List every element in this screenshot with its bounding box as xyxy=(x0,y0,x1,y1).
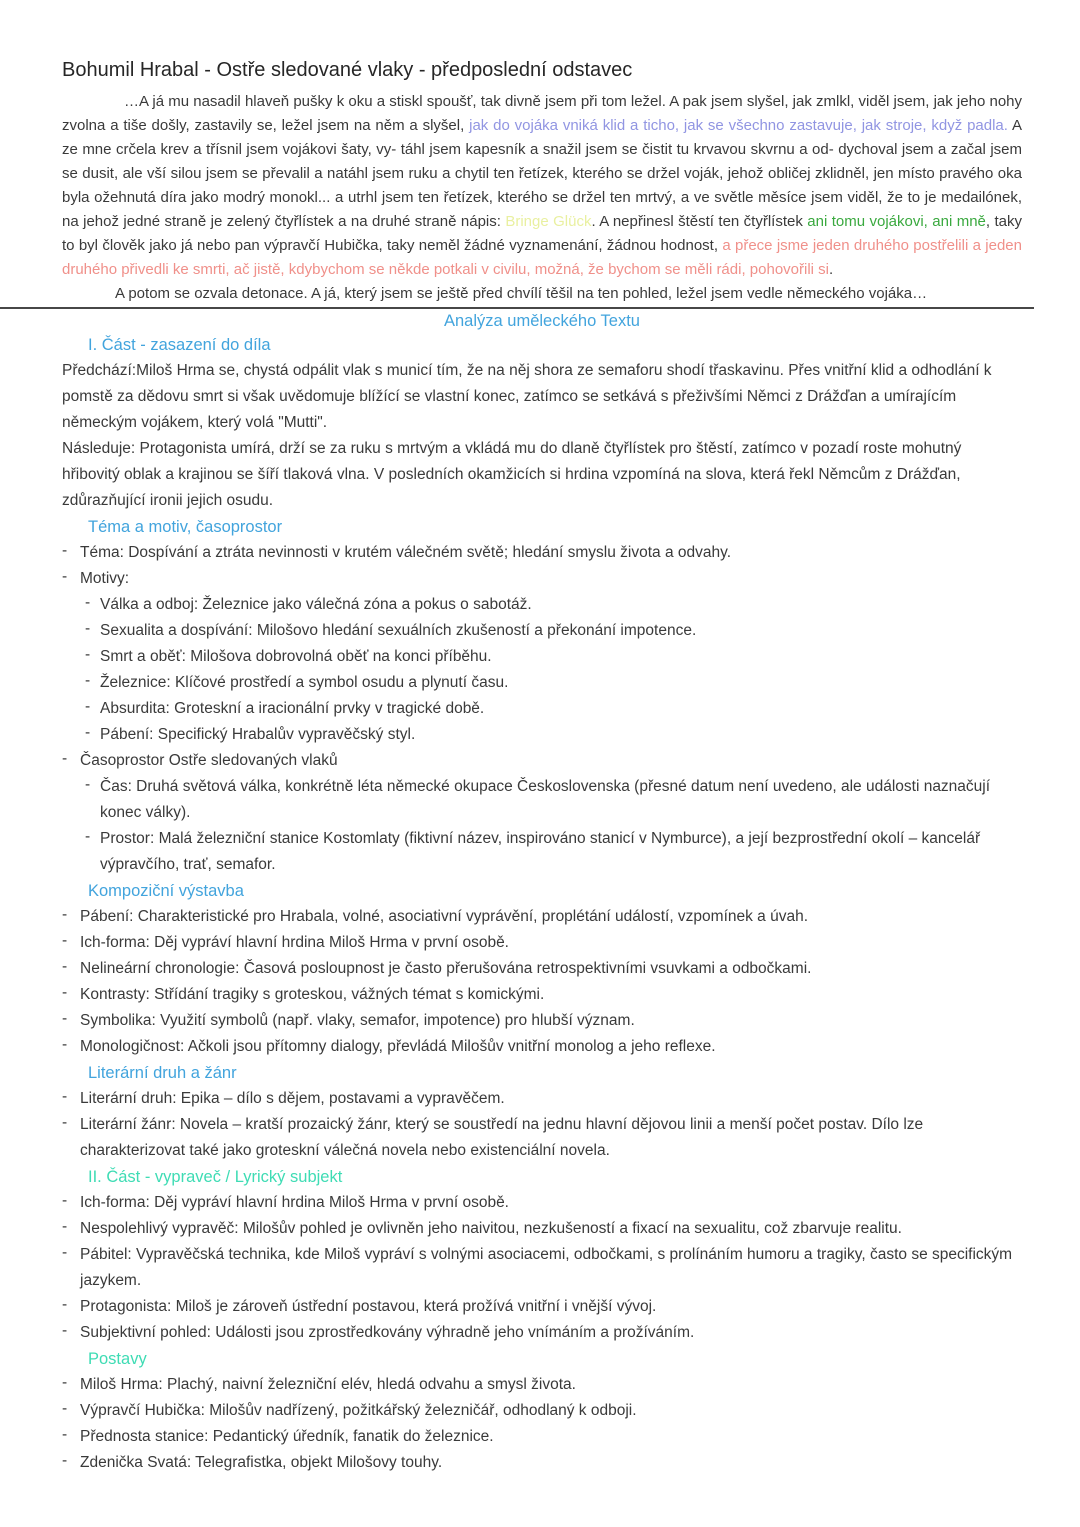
dash-bullet: - xyxy=(62,1374,68,1391)
list-item-text: Smrt a oběť: Milošova dobrovolná oběť na konci příběhu. xyxy=(100,648,492,665)
dash-bullet: - xyxy=(85,828,91,845)
section-heading: I. Část - zasazení do díla xyxy=(88,336,271,354)
excerpt-segment-body: A ze mne crčela krev a třísnil jsem vojákovi šaty, vy- táhl jsem kapesník a snažil jsem se čistit tu krvavou skvrnu a od- dychoval jsem a začal jsem se dusit, ale vší silou jsem se převalil a natáhl jsem ruku a chytil ten řetízek, kterého se držel voják, jehož obličej zklidněl, jen místo pravého oka byla ožehnutá díra jako modrý monokl... a utrhl jsem ten řetízek, kterého se držel ten mrtvý, a ve světle měsíce jsem viděl, že to je medailónek, na jehož jedné straně je zelený čtyřlístek a na druhé straně nápis: xyxy=(62,117,1022,230)
excerpt-segment-periwinkle: jak do vojáka vniká klid a ticho, jak se všechno zastavuje, jak stroje, když padla. xyxy=(469,117,1008,134)
excerpt-segment-body: . A nepřinesl štěstí ten čtyřlístek xyxy=(591,213,808,230)
list-item xyxy=(62,540,1022,566)
list-item-text: Pábení: Specifický Hrabalův vypravěčský styl. xyxy=(100,726,416,743)
list-item-text: Nelineární chronologie: Časová posloupnost je často přerušována retrospektivními vsuvkami a odbočkami. xyxy=(80,960,812,977)
list-item-text: Čas: Druhá světová válka, konkrétně léta německé okupace Československa (přesné datum není uvedeno, ale události naznačují konec války). xyxy=(100,778,991,821)
list-item-text: Subjektivní pohled: Události jsou zprostředkovány výhradně jeho vnímáním a prožíváním. xyxy=(80,1324,695,1341)
dash-bullet: - xyxy=(62,984,68,1001)
list-item xyxy=(62,1008,1022,1034)
list-item-text: Zdenička Svatá: Telegrafistka, objekt Milošovy touhy. xyxy=(80,1454,443,1471)
list-item xyxy=(62,1086,1022,1112)
list-item-text: Pábitel: Vypravěčská technika, kde Miloš vypráví s volnými asociacemi, odbočkami, s prolínáním humoru a tragiky, často se specifickým jazykem. xyxy=(80,1246,1013,1289)
excerpt-segment-body: , taky to byl člověk jako já nebo pan výpravčí Hubička, taky neměl žádné vyznamenání, žádnou hodnost, xyxy=(62,213,1023,254)
section-heading: Analýza uměleckého Textu xyxy=(444,312,640,330)
list-item xyxy=(62,826,1022,878)
list-item xyxy=(62,1242,1022,1294)
dash-bullet: - xyxy=(62,1426,68,1443)
dash-bullet: - xyxy=(62,1114,68,1131)
dash-bullet: - xyxy=(85,594,91,611)
list-item-text: Symbolika: Využití symbolů (např. vlaky, semafor, impotence) pro hlubší význam. xyxy=(80,1012,635,1029)
list-item xyxy=(62,1424,1022,1450)
closing-underlined-line: A potom se ozvala detonace. A já, který jsem se ještě před chvílí těšil na ten pohled, ležel jsem vedle německého vojáka… xyxy=(0,282,1034,309)
analysis-paragraph: Předchází:Miloš Hrma se, chystá odpálit vlak s municí tím, že na něj shora ze semaforu shodí třaskavinu. Přes vnitřní klid a odhodlání k pomstě za dědovu smrt si však uvědomuje blížící se vlastní konec, zatímco se setkává s přeživšími Němci z Drážďan a umírajícím německým vojákem, který volá "Mutti". xyxy=(62,362,992,431)
list-item-text: Téma: Dospívání a ztráta nevinnosti v krutém válečném světě; hledání smyslu života a odvahy. xyxy=(80,544,732,561)
list-item xyxy=(62,722,1022,748)
excerpt-paragraph xyxy=(62,90,1022,282)
excerpt-segment-yellow: Bringe Glück xyxy=(505,213,592,230)
list-item-text: Pábení: Charakteristické pro Hrabala, volné, asociativní vyprávění, proplétání událostí, vzpomínek a úvah. xyxy=(80,908,809,925)
section-heading: II. Část - vypraveč / Lyrický subjekt xyxy=(88,1168,343,1186)
list-item xyxy=(62,956,1022,982)
dash-bullet: - xyxy=(85,698,91,715)
list-item xyxy=(62,644,1022,670)
list-item-text: Železnice: Klíčové prostředí a symbol osudu a plynutí času. xyxy=(100,674,509,691)
dash-bullet: - xyxy=(62,1400,68,1417)
document-title: Bohumil Hrabal - Ostře sledované vlaky - předposlední odstavec xyxy=(62,59,633,81)
bullet-list xyxy=(62,1086,1022,1164)
dash-bullet: - xyxy=(85,620,91,637)
dash-bullet: - xyxy=(62,750,68,767)
dash-bullet: - xyxy=(62,568,68,585)
dash-bullet: - xyxy=(62,932,68,949)
list-item-text: Sexualita a dospívání: Milošovo hledání sexuálních zkušeností a překonání impotence. xyxy=(100,622,697,639)
list-item xyxy=(62,696,1022,722)
dash-bullet: - xyxy=(62,1452,68,1469)
excerpt-segment-body: . xyxy=(829,261,834,278)
dash-bullet: - xyxy=(62,542,68,559)
dash-bullet: - xyxy=(62,1322,68,1339)
list-item xyxy=(62,1294,1022,1320)
list-item-text: Nespolehlivý vypravěč: Milošův pohled je ovlivněn jeho naivitou, nezkušeností a fixací na sexualitu, což zbarvuje realitu. xyxy=(80,1220,902,1237)
excerpt-segment-green: ani tomu vojákovi, ani mně xyxy=(807,213,986,230)
list-item-text: Ich-forma: Děj vypráví hlavní hrdina Miloš Hrma v první osobě. xyxy=(80,1194,509,1211)
dash-bullet: - xyxy=(85,672,91,689)
list-item xyxy=(62,1372,1022,1398)
dash-bullet: - xyxy=(85,646,91,663)
bullet-list xyxy=(62,904,1022,1060)
list-item xyxy=(62,1034,1022,1060)
list-item-text: Přednosta stanice: Pedantický úředník, fanatik do železnice. xyxy=(80,1428,494,1445)
list-item xyxy=(62,592,1022,618)
dash-bullet: - xyxy=(62,1088,68,1105)
list-item-text: Literární žánr: Novela – kratší prozaický žánr, který se soustředí na jednu hlavní dějovou linii a menší počet postav. Dílo lze charakterizovat také jako groteskní válečná novela nebo existenciální novela. xyxy=(80,1116,924,1159)
list-item-text: Motivy: xyxy=(80,570,130,587)
list-item-text: Miloš Hrma: Plachý, naivní železniční elév, hledá odvahu a smysl života. xyxy=(80,1376,576,1393)
list-item xyxy=(62,982,1022,1008)
list-item xyxy=(62,1190,1022,1216)
list-item-text: Výpravčí Hubička: Milošův nadřízený, požitkářský železničář, odhodlaný k odboji. xyxy=(80,1402,637,1419)
list-item-text: Protagonista: Miloš je zároveň ústřední postavou, která prožívá vnitřní i vnější vývoj. xyxy=(80,1298,657,1315)
dash-bullet: - xyxy=(62,1010,68,1027)
list-item xyxy=(62,1450,1022,1476)
list-item-text: Absurdita: Groteskní a iracionální prvky v tragické době. xyxy=(100,700,485,717)
excerpt-segment-salmon: a přece jsme jeden druhého postřelili a jeden druhého přivedli ke smrti, ač jistě, kdybychom se někde potkali v civilu, možná, že bychom se měli rádi, pohovořili si xyxy=(62,237,1022,278)
dash-bullet: - xyxy=(85,724,91,741)
list-item xyxy=(62,566,1022,592)
section-heading: Postavy xyxy=(88,1350,147,1368)
section-heading: Literární druh a žánr xyxy=(88,1064,237,1082)
dash-bullet: - xyxy=(62,1296,68,1313)
list-item-text: Válka a odboj: Železnice jako válečná zóna a pokus o sabotáž. xyxy=(100,596,532,613)
dash-bullet: - xyxy=(62,1218,68,1235)
list-item xyxy=(62,748,1022,774)
dash-bullet: - xyxy=(62,958,68,975)
dash-bullet: - xyxy=(62,906,68,923)
dash-bullet: - xyxy=(62,1192,68,1209)
section-heading: Téma a motiv, časoprostor xyxy=(88,518,283,536)
list-item xyxy=(62,1320,1022,1346)
list-item xyxy=(62,1216,1022,1242)
list-item xyxy=(62,904,1022,930)
list-item xyxy=(62,774,1022,826)
list-item xyxy=(62,930,1022,956)
bullet-list xyxy=(62,540,1022,878)
analysis-paragraph: Následuje: Protagonista umírá, drží se za ruku s mrtvým a vkládá mu do dlaně čtyřlístek pro štěstí, zatímco v pozadí roste mohutný hřibovitý oblak a krajinou se šíří tlaková vlna. V posledních okamžicích si hrdina vzpomíná na slova, která řekl Němcům z Drážďan, zdůrazňující ironii jejich osudu. xyxy=(62,440,962,509)
excerpt-segment-body: …A já mu nasadil hlaveň pušky k oku a stiskl spoušť, tak divně jsem při tom ležel. A pak jsem slyšel, jak zmlkl, viděl jsem, jak jeho nohy zvolna a tiše došly, zastavily se, ležel jsem na něm a slyšel, xyxy=(62,93,1022,134)
list-item xyxy=(62,670,1022,696)
bullet-list xyxy=(62,1372,1022,1476)
list-item-text: Kontrasty: Střídání tragiky s groteskou, vážných témat s komickými. xyxy=(80,986,545,1003)
list-item-text: Literární druh: Epika – dílo s dějem, postavami a vypravěčem. xyxy=(80,1090,505,1107)
list-item xyxy=(62,1398,1022,1424)
section-heading: Kompoziční výstavba xyxy=(88,882,244,900)
list-item-text: Časoprostor Ostře sledovaných vlaků xyxy=(80,752,338,769)
dash-bullet: - xyxy=(62,1036,68,1053)
dash-bullet: - xyxy=(62,1244,68,1261)
list-item-text: Prostor: Malá železniční stanice Kostomlaty (fiktivní název, inspirováno stanicí v Nymburce), a její bezprostřední okolí – kancelář výpravčího, trať, semafor. xyxy=(100,830,981,873)
list-item-text: Monologičnost: Ačkoli jsou přítomny dialogy, převládá Milošův vnitřní monolog a jeho reflexe. xyxy=(80,1038,716,1055)
bullet-list xyxy=(62,1190,1022,1346)
dash-bullet: - xyxy=(85,776,91,793)
list-item-text: Ich-forma: Děj vypráví hlavní hrdina Miloš Hrma v první osobě. xyxy=(80,934,509,951)
list-item xyxy=(62,1112,1022,1164)
list-item xyxy=(62,618,1022,644)
